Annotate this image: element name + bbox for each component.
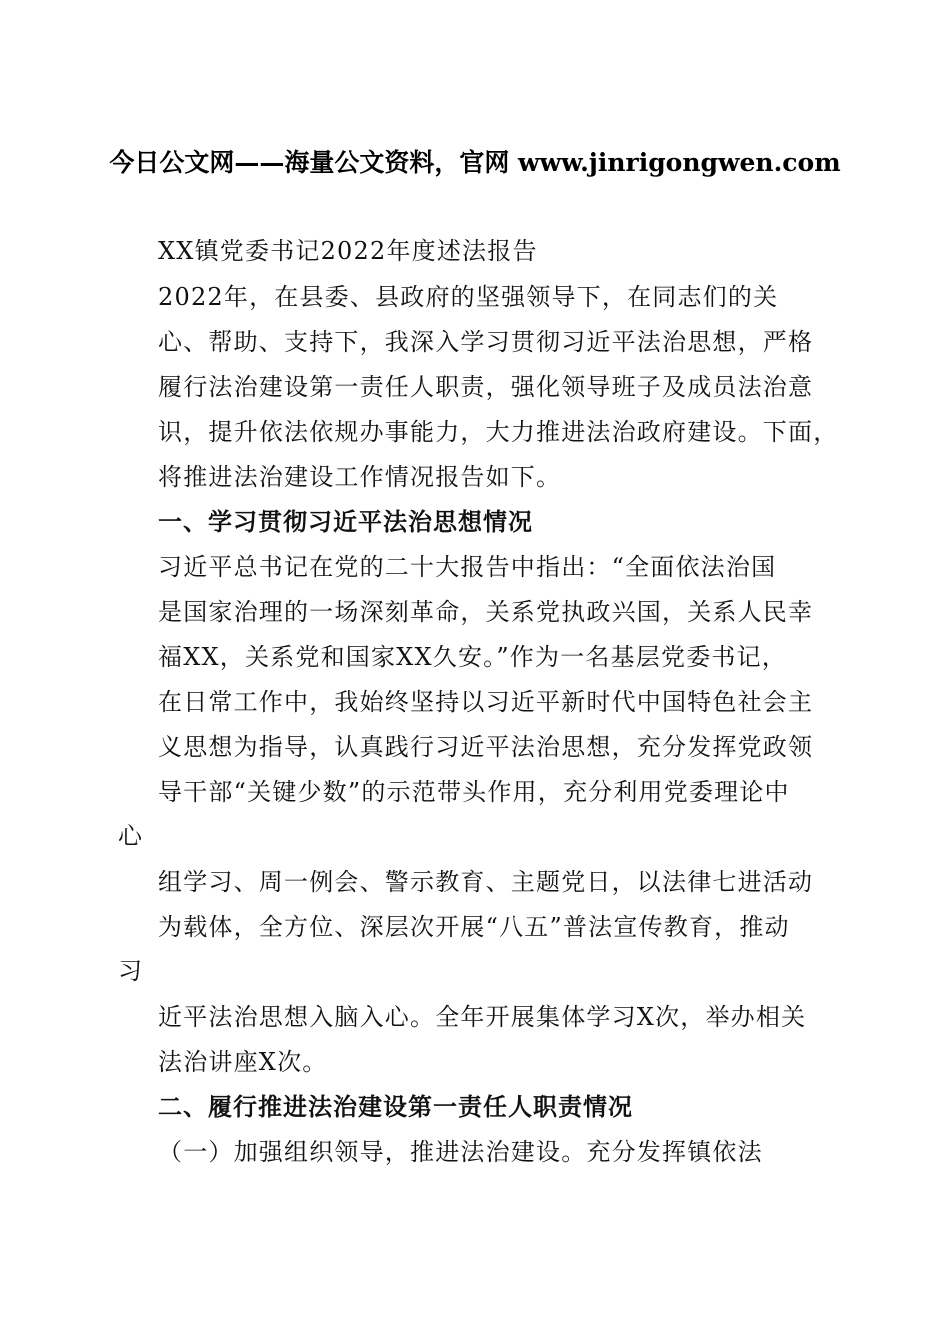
section1-line: 为载体，全方位、深层次开展“八五”普法宣传教育，推动 — [158, 913, 790, 941]
site-banner: 今日公文网——海量公文资料，官网 www.jinrigongwen.com — [109, 148, 841, 177]
section1-line: 导干部“关键少数”的示范带头作用，充分利用党委理论中 — [158, 778, 790, 806]
intro-line: 2022年，在县委、县政府的坚强领导下，在同志们的关 — [158, 283, 779, 311]
section1-line: 习近平总书记在党的二十大报告中指出：“全面依法治国 — [158, 553, 777, 581]
document-title: XX镇党委书记2022年度述法报告 — [158, 237, 538, 265]
section1-line: 在日常工作中，我始终坚持以习近平新时代中国特色社会主 — [158, 688, 814, 716]
intro-line: 识，提升依法依规办事能力，大力推进法治政府建设。下面， — [158, 418, 839, 446]
section1-line: 法治讲座X次。 — [158, 1048, 328, 1076]
section1-line: 心 — [118, 822, 144, 850]
section2-line: （一）加强组织领导，推进法治建设。充分发挥镇依法 — [158, 1138, 763, 1166]
section1-line: 习 — [118, 957, 144, 985]
section1-line: 是国家治理的一场深刻革命，关系党执政兴国，关系人民幸 — [158, 598, 814, 626]
section1-line: 近平法治思想入脑入心。全年开展集体学习X次，举办相关 — [158, 1003, 807, 1031]
intro-line: 履行法治建设第一责任人职责，强化领导班子及成员法治意 — [158, 373, 814, 401]
section-heading-2: 二、履行推进法治建设第一责任人职责情况 — [158, 1093, 633, 1121]
intro-line: 将推进法治建设工作情况报告如下。 — [158, 463, 562, 491]
section1-line: 福XX，关系党和国家XX久安。”作为一名基层党委书记， — [158, 643, 788, 671]
section1-line: 组学习、周一例会、警示教育、主题党日，以法律七进活动 — [158, 868, 814, 896]
section1-line: 义思想为指导，认真践行习近平法治思想，充分发挥党政领 — [158, 733, 814, 761]
intro-line: 心、帮助、支持下，我深入学习贯彻习近平法治思想，严格 — [158, 328, 814, 356]
section-heading-1: 一、学习贯彻习近平法治思想情况 — [158, 508, 533, 536]
